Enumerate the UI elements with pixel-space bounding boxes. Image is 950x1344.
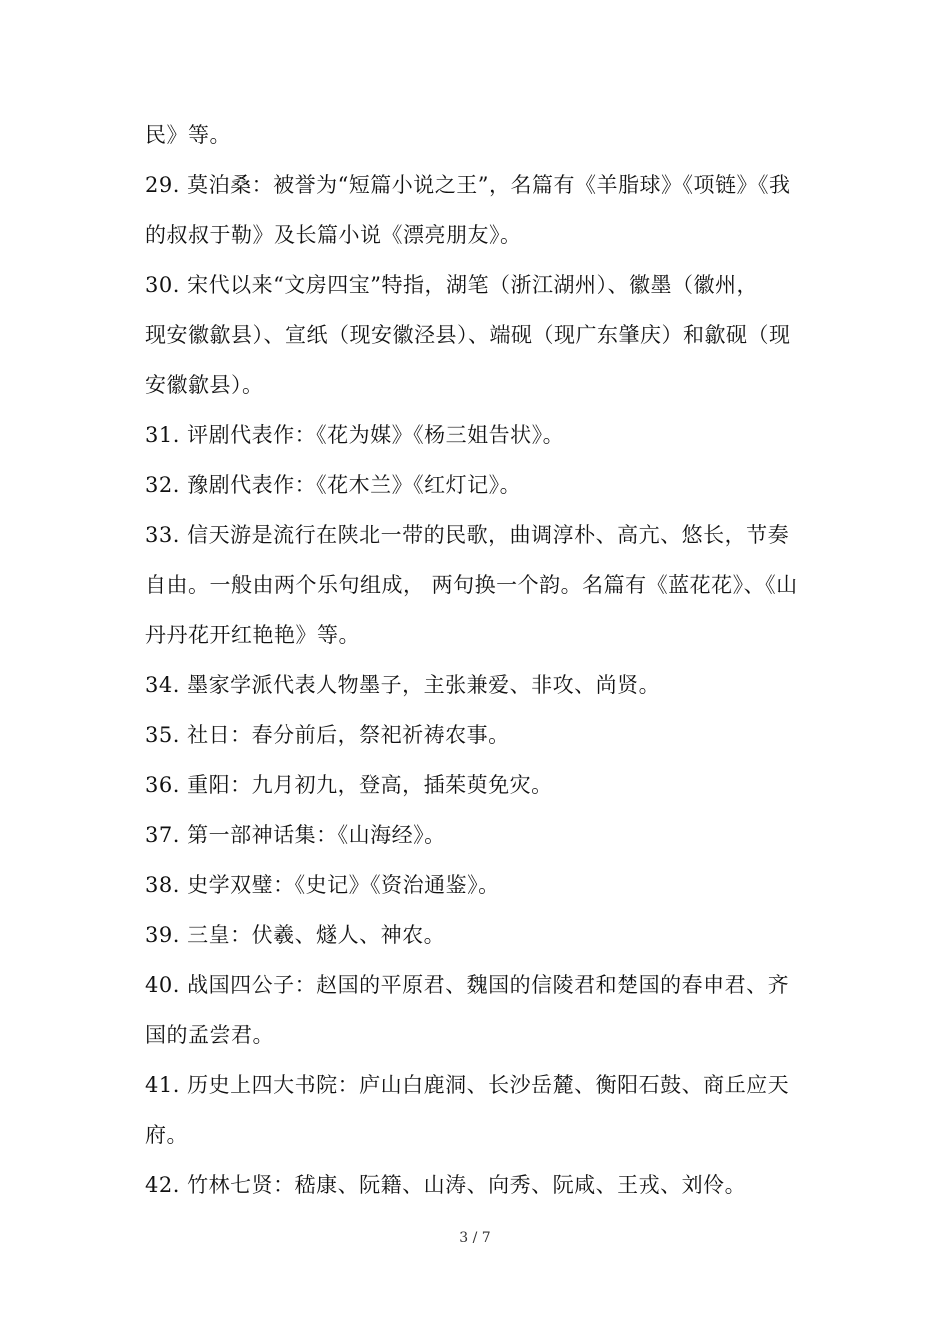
text-line: 的叔叔于勒》及长篇小说《漂亮朋友》。 [145, 223, 522, 247]
text-line: 安徽歙县）。 [145, 373, 264, 397]
document-body [145, 110, 810, 1210]
text-line: 民》等。 [145, 123, 231, 147]
text-line: 现安徽歙县）、宣纸（现安徽泾县）、端砚（现广东肇庆）和歙砚（现 [145, 323, 791, 347]
text-line: 39. 三皇：伏羲、燧人、神农。 [145, 923, 446, 947]
page-number: 3 / 7 [459, 1230, 491, 1246]
text-line: 国的孟尝君。 [145, 1023, 274, 1047]
text-line: 府。 [145, 1123, 188, 1147]
text-line: 42. 竹林七贤：嵇康、阮籍、山涛、向秀、阮咸、王戎、刘伶。 [145, 1173, 747, 1197]
text-line: 38. 史学双璧：《史记》《资治通鉴》。 [145, 873, 500, 897]
text-line: 32. 豫剧代表作：《花木兰》《红灯记》。 [145, 473, 522, 497]
text-line: 30. 宋代以来“文房四宝”特指，湖笔（浙江湖州）、徽墨（徽州， [145, 273, 759, 297]
text-line: 29. 莫泊桑：被誉为“短篇小说之王”，名篇有《羊脂球》《项链》《我 [145, 173, 791, 197]
text-line: 31. 评剧代表作：《花为媒》《杨三姐告状》。 [145, 423, 565, 447]
text-line: 丹丹花开红艳艳》等。 [145, 623, 360, 647]
text-line: 36. 重阳：九月初九，登高，插茱萸免灾。 [145, 773, 553, 797]
text-line: 35. 社日：春分前后，祭祀祈祷农事。 [145, 723, 510, 747]
text-line: 37. 第一部神话集：《山海经》。 [145, 823, 446, 847]
text-line: 41. 历史上四大书院：庐山白鹿洞、长沙岳麓、衡阳石鼓、商丘应天 [145, 1073, 790, 1097]
text-line: 40. 战国四公子：赵国的平原君、魏国的信陵君和楚国的春申君、齐 [145, 973, 790, 997]
text-line: 33. 信天游是流行在陕北一带的民歌，曲调淳朴、高亢、悠长，节奏 [145, 523, 790, 547]
text-line: 自由。一般由两个乐句组成， 两句换一个韵。名篇有《蓝花花》、《山 [145, 573, 798, 597]
text-line: 34. 墨家学派代表人物墨子，主张兼爱、非攻、尚贤。 [145, 673, 661, 697]
